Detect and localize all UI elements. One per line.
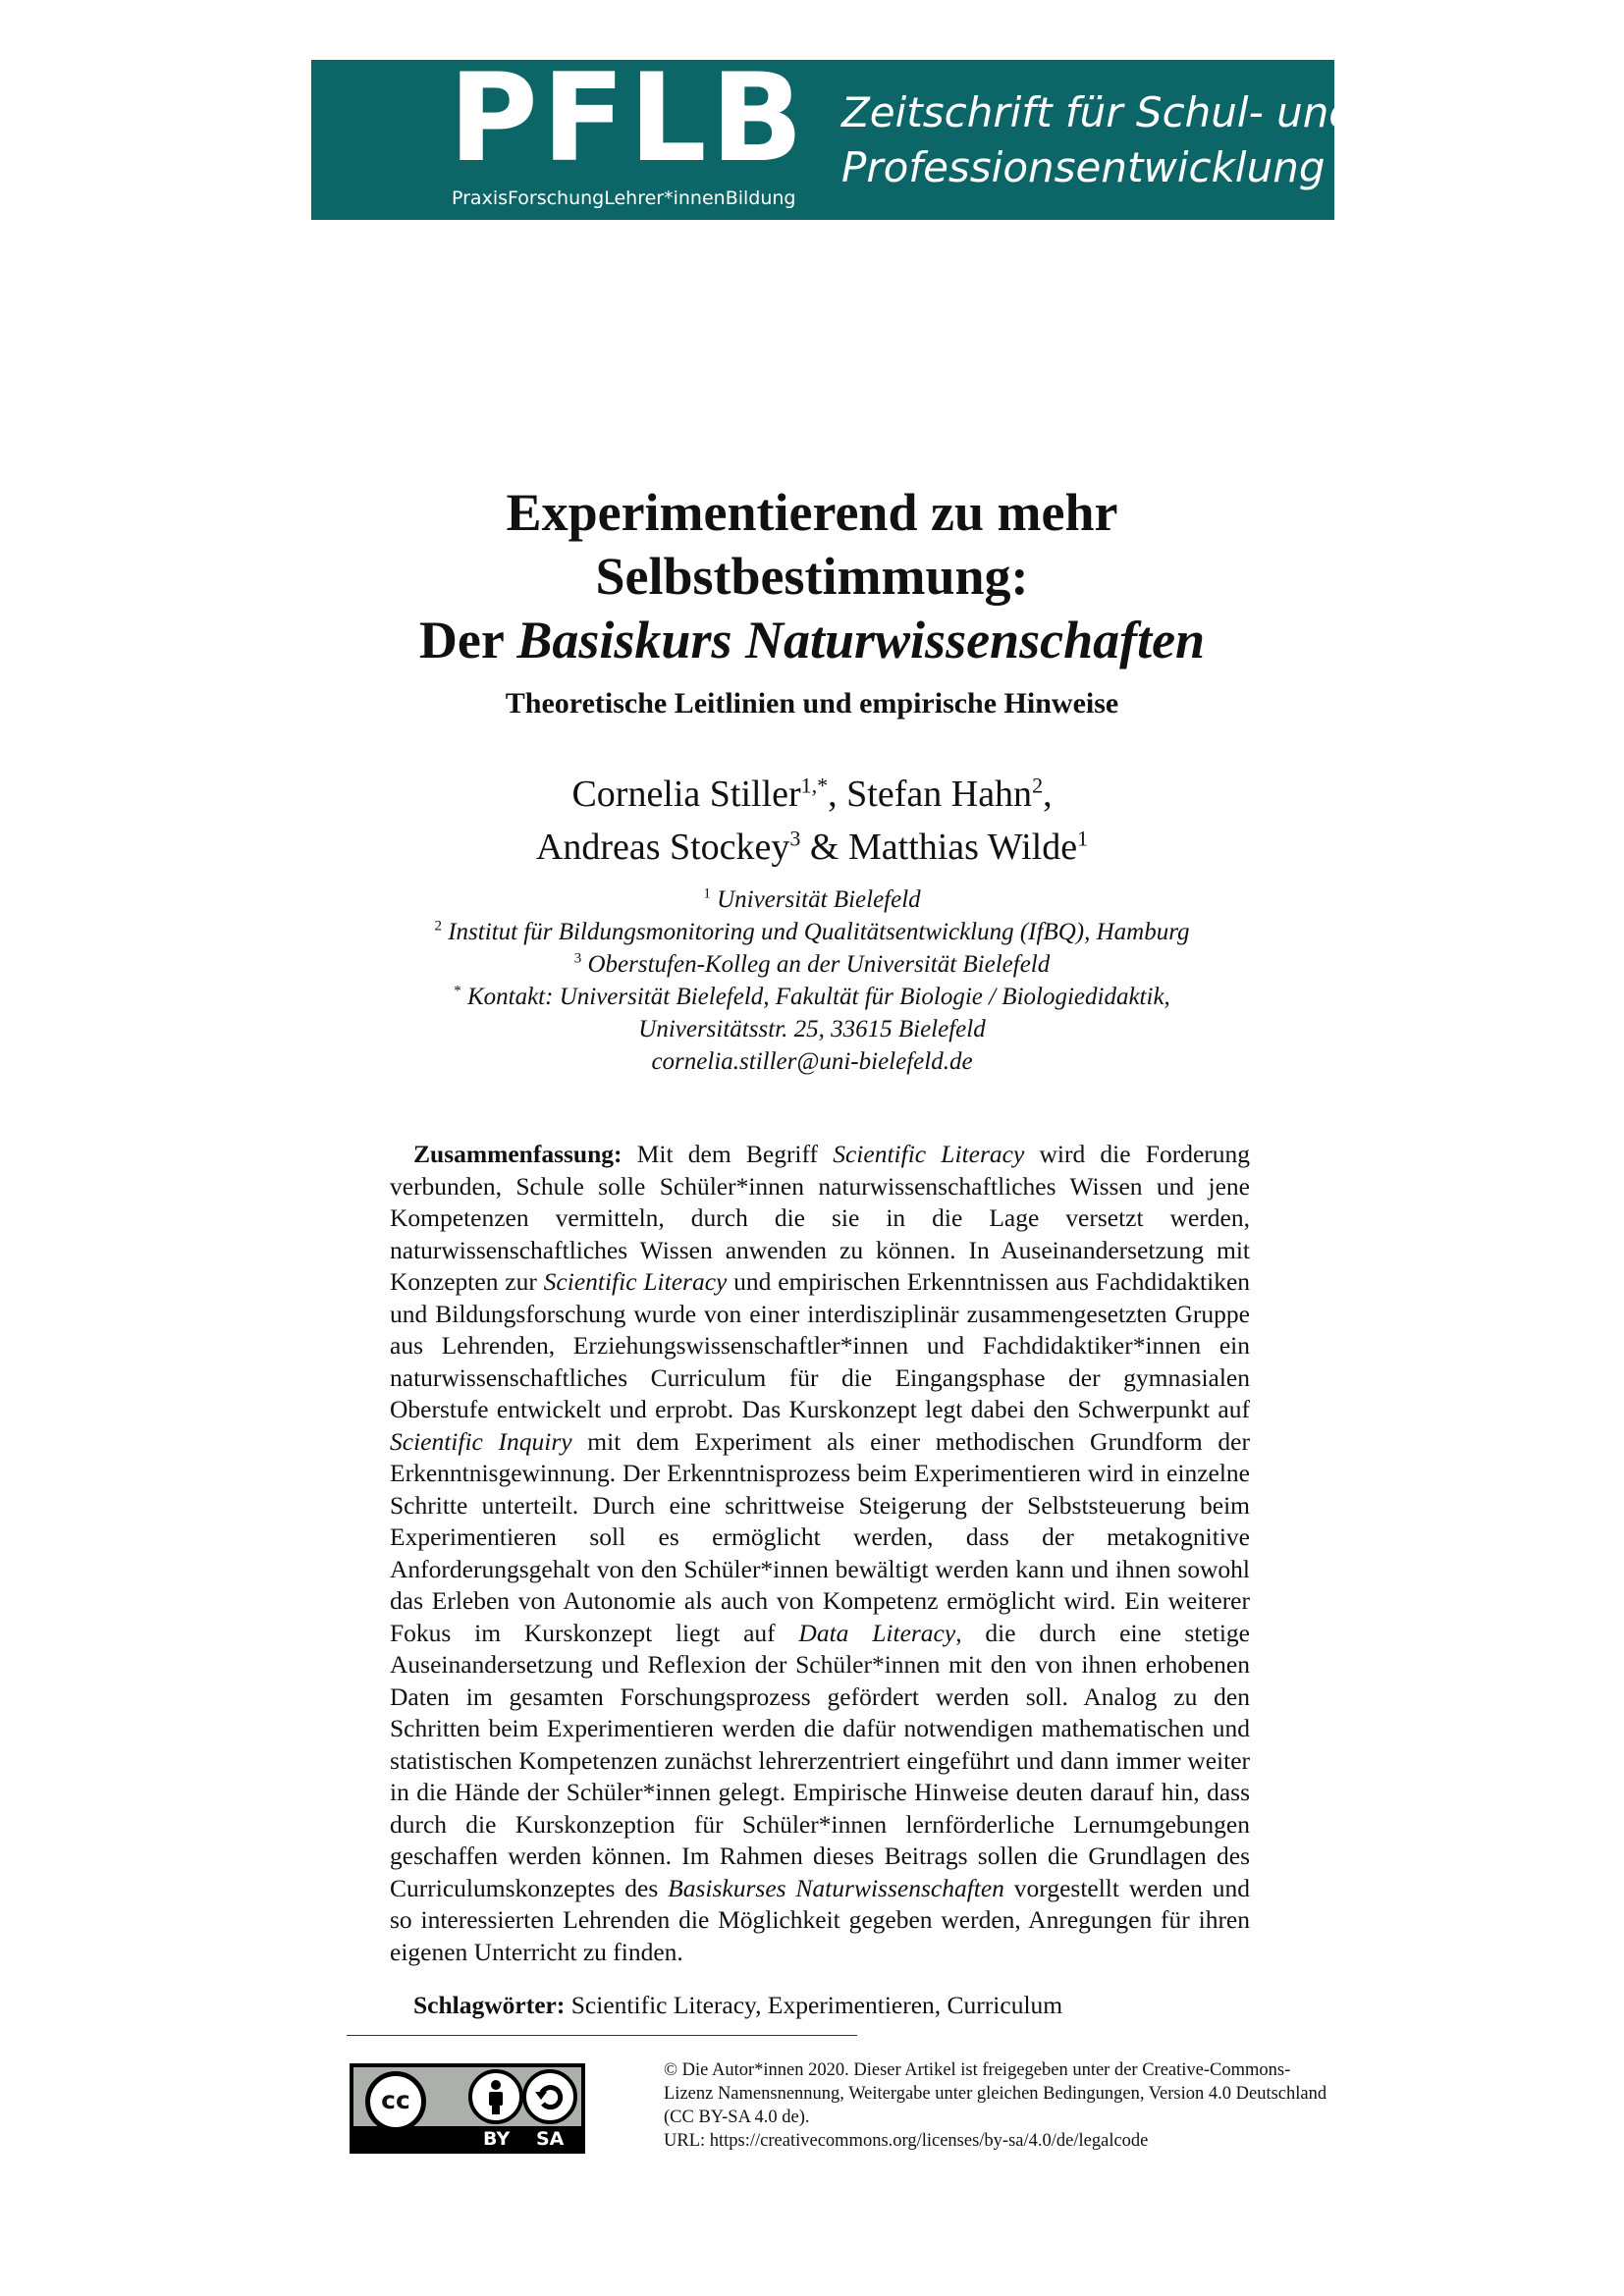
author-sup: 1,* [800,773,829,798]
author-list [0,768,1624,874]
article-subtitle: Theoretische Leitlinien und empirische Hinweise [505,687,1119,720]
abstract-text: wird die Forderung verbunden, Schule solle Schüler*innen naturwissenschaftliches Wissen und jene Kompetenzen vermitteln, durch die sie in die Lage versetzt werden, naturwissenschaftliches Wissen anwenden zu können. In Auseinandersetzung mit Konzepten zur [390,1140,1250,1296]
author-line2 [0,821,1624,874]
affiliation-text: Institut für Bildungsmonitoring und Qualitätsentwicklung (IfBQ), Hamburg [441,919,1190,945]
journal-name-line1: Zeitschrift für Schul- und [841,88,1355,136]
author-separator: & [800,827,848,868]
affiliation-3 [0,948,1624,981]
article-title [0,481,1624,672]
title-line3-prefix: Der [418,611,517,669]
title-line3-italic: Basiskurs Naturwissenschaften [516,611,1206,669]
abstract-term: Scientific Literacy [833,1140,1025,1168]
abstract-term: Basiskurses Naturwissenschaften [668,1873,1004,1902]
journal-logo: PFLB [449,48,808,189]
author-name: Matthias Wilde [847,827,1078,868]
footnote-divider [347,2035,857,2036]
title-line2: Selbstbestimmung: [595,547,1029,606]
share-alike-icon-glyph [526,2073,573,2120]
author-name: Andreas Stockey [535,827,790,868]
abstract-text: und empirischen Erkenntnissen aus Fachdidaktiken und Bildungsforschung wurde von einer interdisziplinär zusammengesetzten Gruppe aus Lehrenden, Erziehungswissenschaftler*innen und Fachdidaktiker*innen ein naturwissenschaftliches Curriculum für die Eingangsphase der gymnasialen Oberstufe entwickelt und erprobt. Das Kurskonzept legt dabei den Schwerpunkt auf [390,1267,1251,1423]
abstract-term: Scientific Inquiry [390,1426,572,1456]
abstract-text: Mit dem Begriff [622,1140,834,1168]
author-line1 [0,768,1624,821]
license-notice [664,2058,1327,2153]
title-line3 [0,609,1624,672]
cc-label-by: BY [483,2128,511,2150]
abstract-text: mit dem Experiment als einer methodischen Grundform der Erkenntnisgewinnung. Der Erkenntnisprozess beim Experimentieren wird in einzelne Schritte unterteilt. Durch eine schrittweise Steigerung der Selbststeuerung beim Experimentieren soll es ermöglicht werden, dass der metakognitive Anforderungsgehalt von den Schüler*innen bewältigt werden kann und ihnen sowohl das Erleben von Autonomie als auch von Kompetenz ermöglicht wird. Ein weiterer Fokus im Kurskonzept liegt auf [390,1426,1250,1647]
abstract-term: Scientific Literacy [543,1267,728,1296]
keywords [413,1991,1062,2020]
abstract-term: Data Literacy [798,1618,956,1647]
affiliation-sup: 1 [703,885,711,902]
keywords-label: Schlagwörter: [413,1991,566,2019]
journal-banner [311,48,1355,220]
abstract [390,1139,1250,1968]
author-name: Stefan Hahn [846,774,1033,815]
attribution-icon [468,2069,523,2124]
cc-icon [365,2071,426,2132]
affiliation-1 [0,883,1624,916]
journal-name-line2: Professionsentwicklung [841,143,1326,191]
attribution-icon-glyph [472,2073,519,2120]
author-separator: , [828,774,847,815]
keywords-text: Scientific Literacy, Experimentieren, Curriculum [565,1991,1063,2019]
contact-text: Kontakt: Universität Bielefeld, Fakultät für Biologie / Biologiedidaktik, [460,984,1170,1010]
journal-logo-subtitle: PraxisForschungLehrer*innenBildung [452,187,796,209]
contact-address: Universitätsstr. 25, 33615 Bielefeld [638,1016,986,1042]
contact-email[interactable]: cornelia.stiller@uni-bielefeld.de [651,1048,973,1075]
contact [0,981,1624,1013]
title-line1: Experimentierend zu mehr [506,483,1118,542]
affiliation-text: Universität Bielefeld [710,886,921,913]
affiliation-sup: 3 [573,950,582,967]
affiliation-2 [0,916,1624,948]
share-alike-icon [522,2069,577,2124]
abstract-text: , die durch eine stetige Auseinandersetzung und Reflexion der Schüler*innen mit den von ihnen erhobenen Daten im gesamten Forschungsprozess gefördert werden soll. Analog zu den Schritten beim Experimentieren werden die dafür notwendigen mathematischen und statistischen Kompetenzen zunächst lehrerzentriert eingeführt und dann immer weiter in die Hände der Schüler*innen gelegt. Empirische Hinweise deuten darauf hin, dass durch die Kurskonzeption für Schüler*innen lernförderliche Lernumgebungen geschaffen werden können. Im Rahmen dieses Beitrags sollen die Grundlagen des Curriculumskonzeptes des [390,1618,1250,1902]
cc-icon-text: cc [381,2086,410,2114]
author-sup: 2 [1032,773,1044,798]
affiliation-sup: * [454,983,461,999]
author-separator: , [1043,774,1053,815]
author-sup: 1 [1077,826,1089,851]
cc-label-sa: SA [536,2128,565,2150]
author-name: Cornelia Stiller [571,774,801,815]
affiliation-sup: 2 [434,918,442,934]
abstract-label: Zusammenfassung: [413,1140,623,1168]
author-sup: 3 [789,826,801,851]
abstract-text: vorgestellt werden und so interessierten Lehrenden die Möglichkeit gegeben werden, Anregungen für ihren eigenen Unterricht zu finden. [390,1873,1250,1966]
cc-by-sa-badge [350,2063,585,2154]
journal-name [841,85,1355,195]
affiliation-text: Oberstufen-Kolleg an der Universität Bielefeld [581,951,1051,978]
affiliations [0,883,1624,1078]
license-text: © Die Autor*innen 2020. Dieser Artikel ist freigegeben unter der Creative-Commons-Lizenz Namensnennung, Weitergabe unter gleichen Bedingungen, Version 4.0 Deutschland (CC BY-SA 4.0 de). [664,2060,1327,2127]
license-url[interactable]: URL: https://creativecommons.org/licenses/by-sa/4.0/de/legalcode [664,2131,1149,2151]
